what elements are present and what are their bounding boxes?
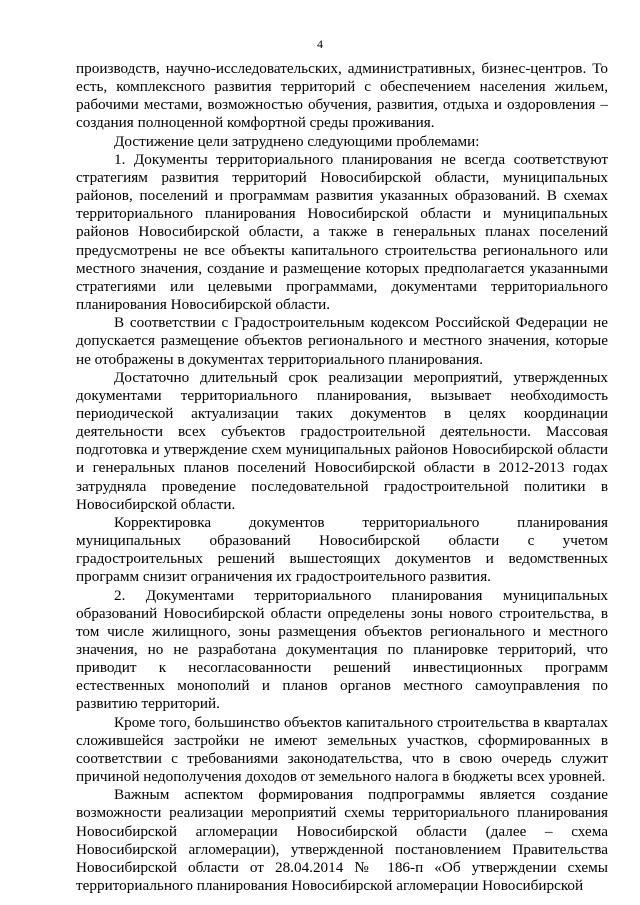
paragraph-urban-code: В соответствии с Градостроительным кодексом Российской Федерации не допускается размещение объектов регионального и местного значения, которые не отображены в документах территориального планирования. <box>76 314 608 368</box>
paragraph-correction: Корректировка документов территориального планирования муниципальных образований Новосибирской области с учетом градостроительных решений вышестоящих документов и ведомственных программ снизит ограничения их градостроительного развития. <box>76 513 608 586</box>
paragraph-agglomeration: Важным аспектом формирования подпрограммы является создание возможности реализации мероприятий схемы территориального планирования Новосибирской агломерации Новосибирской области (далее – схема Новосибирской агломерации), утвержденной постановлением Правительства Новосибирской области от 28.04.2014 № 186-п «Об утверждении схемы территориального планирования Новосибирской агломерации Новосибирской <box>76 786 608 895</box>
paragraph-problem-2: 2. Документами территориального планирования муниципальных образований Новосибирской области определены зоны нового строительства, в том числе жилищного, зоны размещения объектов регионального и местного значения, но не разработана документация по планировке территорий, что приводит к несогласованности решений инвестиционных программ естественных монополий и планов органов местного самоуправления по развитию территорий. <box>76 586 608 713</box>
page-number: 4 <box>317 37 323 51</box>
document-body <box>76 60 608 895</box>
paragraph-continuation: производств, научно-исследовательских, административных, бизнес-центров. То есть, комплексного развития территорий с обеспечением населения жильем, рабочими местами, возможностью обучения, развития, отдыха и оздоровления – создания полноценной комфортной среды проживания. <box>76 60 608 132</box>
paragraph-land-plots: Кроме того, большинство объектов капитального строительства в кварталах сложившейся застройки не имеют земельных участков, сформированных в соответствии с требованиями законодательства, что в свою очередь служит причиной недополучения доходов от земельного налога в бюджеты всех уровней. <box>76 713 608 786</box>
paragraph-actualization: Достаточно длительный срок реализации мероприятий, утвержденных документами территориального планирования, вызывает необходимость периодической актуализации таких документов в целях координации деятельности всех субъектов градостроительной деятельности. Массовая подготовка и утверждение схем муниципальных районов Новосибирской области и генеральных планов поселений Новосибирской области в 2012-2013 годах затрудняла проведение последовательной градостроительной политики в Новосибирской области. <box>76 368 608 513</box>
paragraph-problems-intro: Достижение цели затруднено следующими проблемами: <box>114 132 480 150</box>
paragraph-problem-1: 1. Документы территориального планирования не всегда соответствуют стратегиям развития территорий Новосибирской области, муниципальных районов, поселений и программам развития указанных образований. В схемах территориального планирования Новосибирской области и муниципальных районов Новосибирской области, а также в генеральных планах поселений предусмотрены не все объекты капитального строительства регионального или местного значения, создание и размещение которых предполагается указанными стратегиями или целевыми программами, документами территориального планирования Новосибирской области. <box>76 150 608 314</box>
